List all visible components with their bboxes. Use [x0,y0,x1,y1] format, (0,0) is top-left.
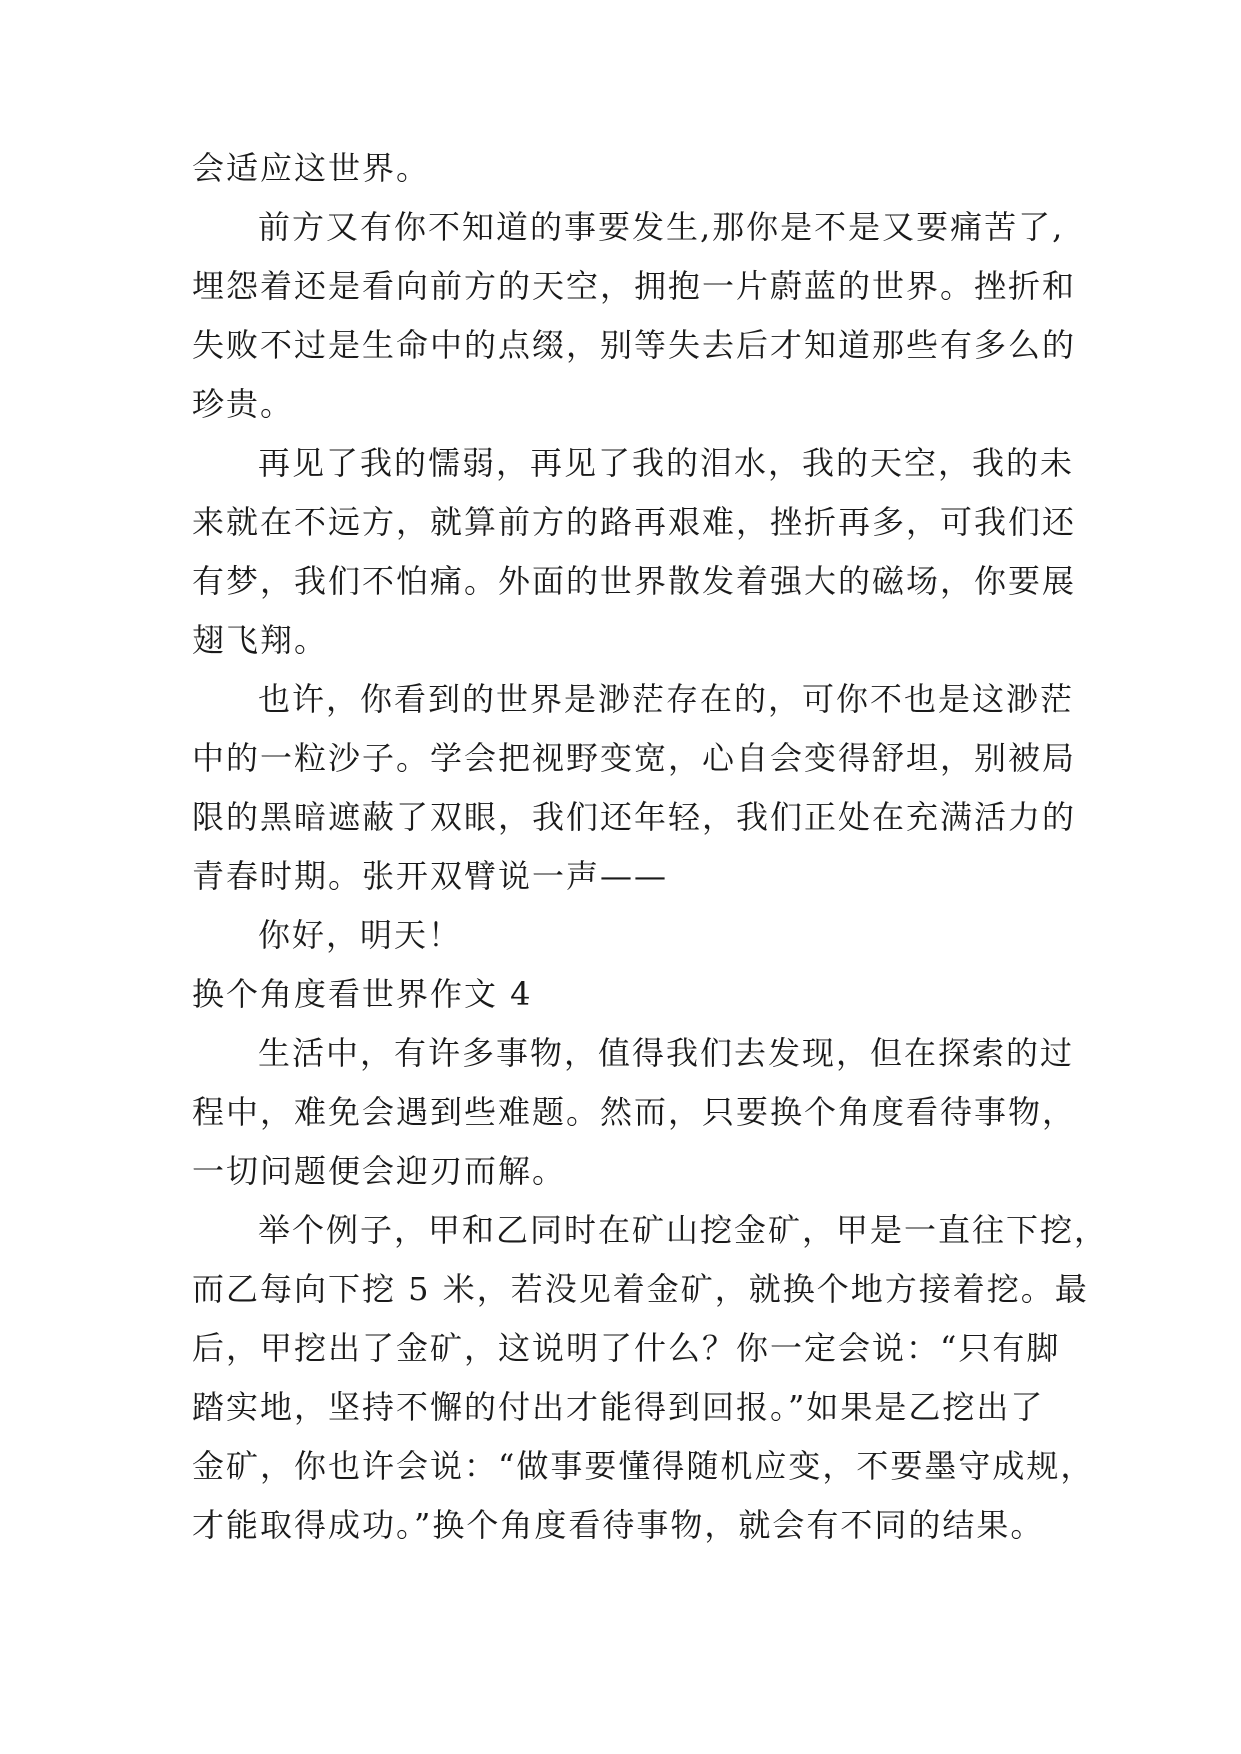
text-line: 后，甲挖出了金矿，这说明了什么？你一定会说：“只有脚 [192,1329,1061,1367]
text-line: 金矿，你也许会说：“做事要懂得随机应变，不要墨守成规， [192,1447,1095,1485]
text-line: 举个例子，甲和乙同时在矿山挖金矿，甲是一直往下挖， [258,1211,1109,1249]
text-line: 而乙每向下挖 5 米，若没见着金矿，就换个地方接着挖。最 [192,1270,1089,1308]
text-line: 前方又有你不知道的事要发生,那你是不是又要痛苦了, [258,208,1065,246]
text-line: 会适应这世界。 [192,149,431,187]
text-line: 珍贵。 [192,385,295,423]
section-heading: 换个角度看世界作文 4 [192,975,533,1013]
text-line: 才能取得成功。”换个角度看待事物，就会有不同的结果。 [192,1506,1045,1544]
text-line: 来就在不远方，就算前方的路再艰难，挫折再多，可我们还 [192,503,1077,541]
text-line: 一切问题便会迎刃而解。 [192,1152,567,1190]
text-line: 生活中，有许多事物，值得我们去发现，但在探索的过 [258,1034,1075,1072]
text-line: 翅飞翔。 [192,621,329,659]
text-line: 你好，明天！ [258,916,463,954]
text-line: 踏实地，坚持不懈的付出才能得到回报。”如果是乙挖出了 [192,1388,1045,1426]
text-line: 有梦，我们不怕痛。外面的世界散发着强大的磁场，你要展 [192,562,1077,600]
text-line: 失败不过是生命中的点缀，别等失去后才知道那些有多么的 [192,326,1077,364]
text-line: 也许，你看到的世界是渺茫存在的，可你不也是这渺茫 [258,680,1075,718]
text-line: 埋怨着还是看向前方的天空，拥抱一片蔚蓝的世界。挫折和 [192,267,1077,305]
text-line: 中的一粒沙子。学会把视野变宽，心自会变得舒坦，别被局 [192,739,1077,777]
text-line: 青春时期。张开双臂说一声—— [192,857,669,895]
text-line: 程中，难免会遇到些难题。然而，只要换个角度看待事物， [192,1093,1077,1131]
text-line: 再见了我的懦弱，再见了我的泪水，我的天空，我的未 [258,444,1075,482]
text-line: 限的黑暗遮蔽了双眼，我们还年轻，我们正处在充满活力的 [192,798,1077,836]
